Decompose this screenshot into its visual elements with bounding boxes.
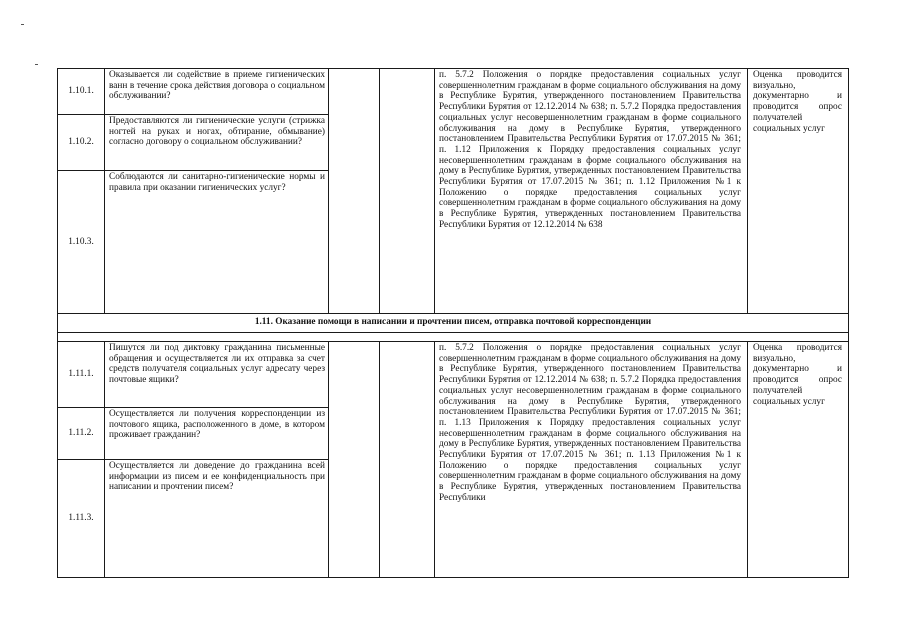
question-cell: Оказывается ли содействие в приеме гигиенических ванн в течение срока действия договора о социальном обслуживании? bbox=[105, 69, 329, 115]
section-heading-row bbox=[58, 314, 849, 333]
question-cell: Соблюдаются ли санитарно-гигиенические нормы и правила при оказании гигиенических услуг? bbox=[105, 171, 329, 314]
answer-cell bbox=[380, 342, 435, 578]
answer-cell bbox=[380, 69, 435, 314]
table-row bbox=[58, 69, 849, 115]
row-number: 1.11.2. bbox=[58, 408, 105, 460]
row-number: 1.10.1. bbox=[58, 69, 105, 115]
legal-references: п. 5.7.2 Положения о порядке предоставления социальных услуг совершеннолетним гражданам в форме социального обслуживания на дому в Республике Бурятия, утвержденного постановлением Правительства Республики Бурятия от 12.12.2014 № 638; п. 5.7.2 Порядка предоставления социальных услуг несовершеннолетним гражданам в форме социального обслуживания на дому в Республике Бурятия, утвержденного постановлением Правительства Республики Бурятия от 17.07.2015 № 361; п. 1.12 Приложения к Порядку предоставления социальных услуг несовершеннолетним гражданам в форме социального обслуживания на дому в Республике Бурятия, утвержденных постановлением Правительства Республики Бурятия от 17.07.2015 № 361; п. 1.12 Приложения №1 к Положению о порядке предоставления социальных услуг совершеннолетним гражданам в форме социального обслуживания на дому в Республике Бурятия, утвержденных постановлением Правительства Республики Бурятия от 12.12.2014 № 638 bbox=[439, 70, 741, 230]
row-number: 1.10.2. bbox=[58, 115, 105, 171]
legal-references-cell bbox=[435, 69, 748, 314]
evaluation-method-cell: Оценка проводится визуально, документарно и проводится опрос получателей социальных услуг bbox=[748, 342, 849, 578]
question-cell: Осуществляется ли получения корреспонденции из почтового ящика, расположенного в доме, в котором проживает гражданин? bbox=[105, 408, 329, 460]
criteria-table bbox=[57, 68, 849, 578]
row-number: 1.11.3. bbox=[58, 460, 105, 578]
row-number: 1.11.1. bbox=[58, 342, 105, 408]
table-row bbox=[58, 342, 849, 408]
blank-row bbox=[58, 333, 849, 342]
scan-speck bbox=[21, 24, 24, 25]
spacer-row bbox=[58, 333, 849, 342]
legal-references: п. 5.7.2 Положения о порядке предоставления социальных услуг совершеннолетним гражданам в форме социального обслуживания на дому в Республике Бурятия, утвержденного постановлением Правительства Республики Бурятия от 12.12.2014 № 638; п. 5.7.2 Порядка предоставления социальных услуг несовершеннолетним гражданам в форме социального обслуживания на дому в Республике Бурятия, утвержденного постановлением Правительства Республики Бурятия от 17.07.2015 № 361; п. 1.13 Приложения к Порядку предоставления социальных услуг несовершеннолетним гражданам в форме социального обслуживания на дому в Республике Бурятия, утвержденных постановлением Правительства Республики Бурятия от 17.07.2015 № 361; п. 1.13 Приложения №1 к Положению о порядке предоставления социальных услуг совершеннолетним гражданам в форме социального обслуживания на дому в Республике Бурятия, утвержденных постановлением Правительства Республики bbox=[439, 343, 741, 503]
evaluation-method-cell: Оценка проводится визуально, документарно и проводится опрос получателей социальных услуг bbox=[748, 69, 849, 314]
legal-references-cell bbox=[435, 342, 748, 578]
question-cell: Пишутся ли под диктовку гражданина письменные обращения и осуществляется ли их отправка за счет средств получателя социальных услуг адресату через почтовые ящики? bbox=[105, 342, 329, 408]
scan-speck bbox=[35, 64, 38, 65]
answer-cell bbox=[329, 342, 380, 578]
row-number: 1.10.3. bbox=[58, 171, 105, 314]
question-cell: Осуществляется ли доведение до гражданина всей информации из писем и ее конфиденциальность при написании и прочтении писем? bbox=[105, 460, 329, 578]
section-title: 1.11. Оказание помощи в написании и прочтении писем, отправка почтовой корреспонденции bbox=[58, 314, 849, 333]
answer-cell bbox=[329, 69, 380, 314]
question-cell: Предоставляются ли гигиенические услуги (стрижка ногтей на руках и ногах, обтирание, обмывание) согласно договору о социальном обслуживании? bbox=[105, 115, 329, 171]
